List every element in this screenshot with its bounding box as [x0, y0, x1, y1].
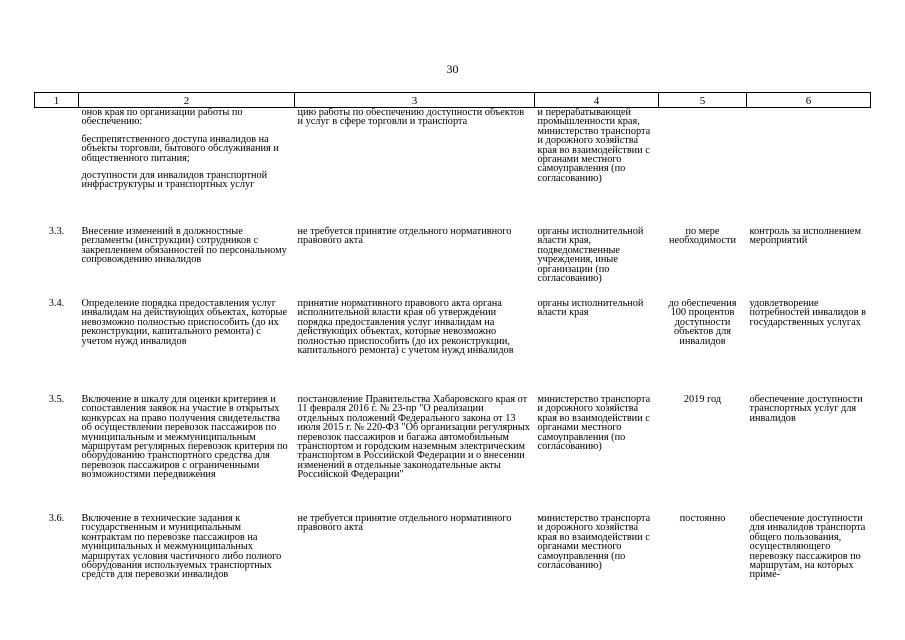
deadline-cell: до обеспечения 100 процентов доступности объектов для инвалидов [668, 299, 737, 347]
row-number: 3.5. [48, 394, 65, 405]
legal-act-cell: не требуется принятие отдельного нормативного правового акта [297, 226, 512, 247]
responsible-cell: министерство транспорта и дорожного хозяйства края во взаимодействии с органами местного самоуправления (по согласованию) [537, 513, 651, 572]
table-row [35, 299, 871, 384]
responsible-cell: органы исполнительной власти края, подведомственные учреждения, иные организации (по согласованию) [537, 226, 644, 285]
measure-cell: Внесение изменений в должностные регламенты (инструкции) сотрудников с закреплением обязанностей по персональному сопровождению инвалидов [81, 226, 287, 266]
deadline-cell: по мере необходимости [669, 226, 736, 247]
responsible-cell: и перерабатывающей промышленности края, министерство транспорта и дорожного хозяйства края во взаимодействии с органами местного самоуправления (по согласованию) [537, 107, 651, 184]
legal-act-cell: не требуется принятие отдельного нормативного правового акта [297, 513, 512, 534]
legal-act-cell: постановление Правительства Хабаровского края от 11 февраля 2016 г. № 23-пр "О реализации отдельных положений Федерального закона от 13 июля 2015 г. № 220-ФЗ "Об организации регулярных перевозок пассажиров и багажа автомобильным транспортом и городским наземным электрическим транспортом в Российской Федерации и о внесении изменений в отдельные законодательные акты Российской Федерации" [297, 394, 530, 481]
legal-act-cell: принятие нормативного правового акта органа исполнительной власти края об утверждении порядка предоставления услуг инвалидам на действующих объектах, которые невозможно полностью приспособить (до их реконструкции, капитального ремонта) с учетом нужд инвалидов [297, 299, 514, 357]
deadline-cell: 2019 год [683, 394, 722, 405]
col-header-1: 1 [35, 93, 79, 108]
result-cell: обеспечение доступности для инвалидов транспорта общего пользования, осуществляющего перевозку пассажиров по маршрутам, на которых приме- [749, 513, 866, 580]
legal-act-cell: цию работы по обеспечению доступности объектов и услуг в сфере торговли и транспорта [297, 107, 525, 128]
table-row [35, 384, 871, 503]
col-header-2: 2 [79, 93, 295, 108]
table-row [35, 108, 871, 216]
result-cell [747, 108, 871, 216]
responsible-cell: министерство транспорта и дорожного хозяйства края во взаимодействии с органами местного самоуправления (по согласованию) [537, 394, 651, 453]
table-row [35, 503, 871, 580]
result-cell: удовлетворение потребностей инвалидов в государственных услугах [749, 299, 866, 328]
responsible-cell: органы исполнительной власти края [537, 299, 644, 319]
result-cell: обеспечение доступности транспортных услуг для инвалидов [749, 394, 863, 424]
col-header-6: 6 [747, 93, 871, 108]
row-number: 3.6. [48, 513, 65, 524]
col-header-3: 3 [295, 93, 535, 108]
col-header-5: 5 [659, 93, 747, 108]
measure-text: онов края по организации работы по обеспечению: [81, 107, 243, 128]
measure-cell [79, 108, 295, 216]
measure-cell: Включение в шкалу для оценки критериев и сопоставления заявок на участие в открытых конкурсах на право получения свидетельства об осуществлении перевозок пассажиров по муниципальным и межмуниципальным маршрутам регулярных перевозок критерия по оборудованию транспортного средства для перевозок пассажиров с ограниченными возможностями передвижения [81, 394, 288, 481]
deadline-cell: постоянно [679, 513, 726, 524]
row-number: 3.4. [48, 299, 65, 309]
measures-table [34, 92, 871, 580]
col-header-4: 4 [535, 93, 659, 108]
row-number [35, 108, 79, 216]
table-row [35, 215, 871, 299]
measure-text: доступности для инвалидов транспортной инфраструктуры и транспортных услуг [81, 170, 268, 191]
measure-text: беспрепятственного доступа инвалидов на объекты торговли, бытового обслуживания и общественного питания; [81, 133, 279, 164]
deadline-cell [659, 108, 747, 216]
result-cell: контроль за исполнением мероприятий [749, 226, 861, 247]
row-number: 3.3. [48, 226, 65, 237]
page-number: 30 [446, 62, 459, 76]
measure-cell: Определение порядка предоставления услуг инвалидам на действующих объектах, которые невозможно полностью приспособить (до их реконструкции, капитального ремонта) с учетом нужд инвалидов [81, 299, 288, 347]
header-row [35, 93, 871, 108]
measure-cell: Включение в технические задания к государственным и муниципальным контрактам по перевозке пассажиров на муниципальных и межмуниципальных маршрутах условия частичного либо полного оборудования используемых транспортных средств для перевозки инвалидов [81, 513, 282, 580]
